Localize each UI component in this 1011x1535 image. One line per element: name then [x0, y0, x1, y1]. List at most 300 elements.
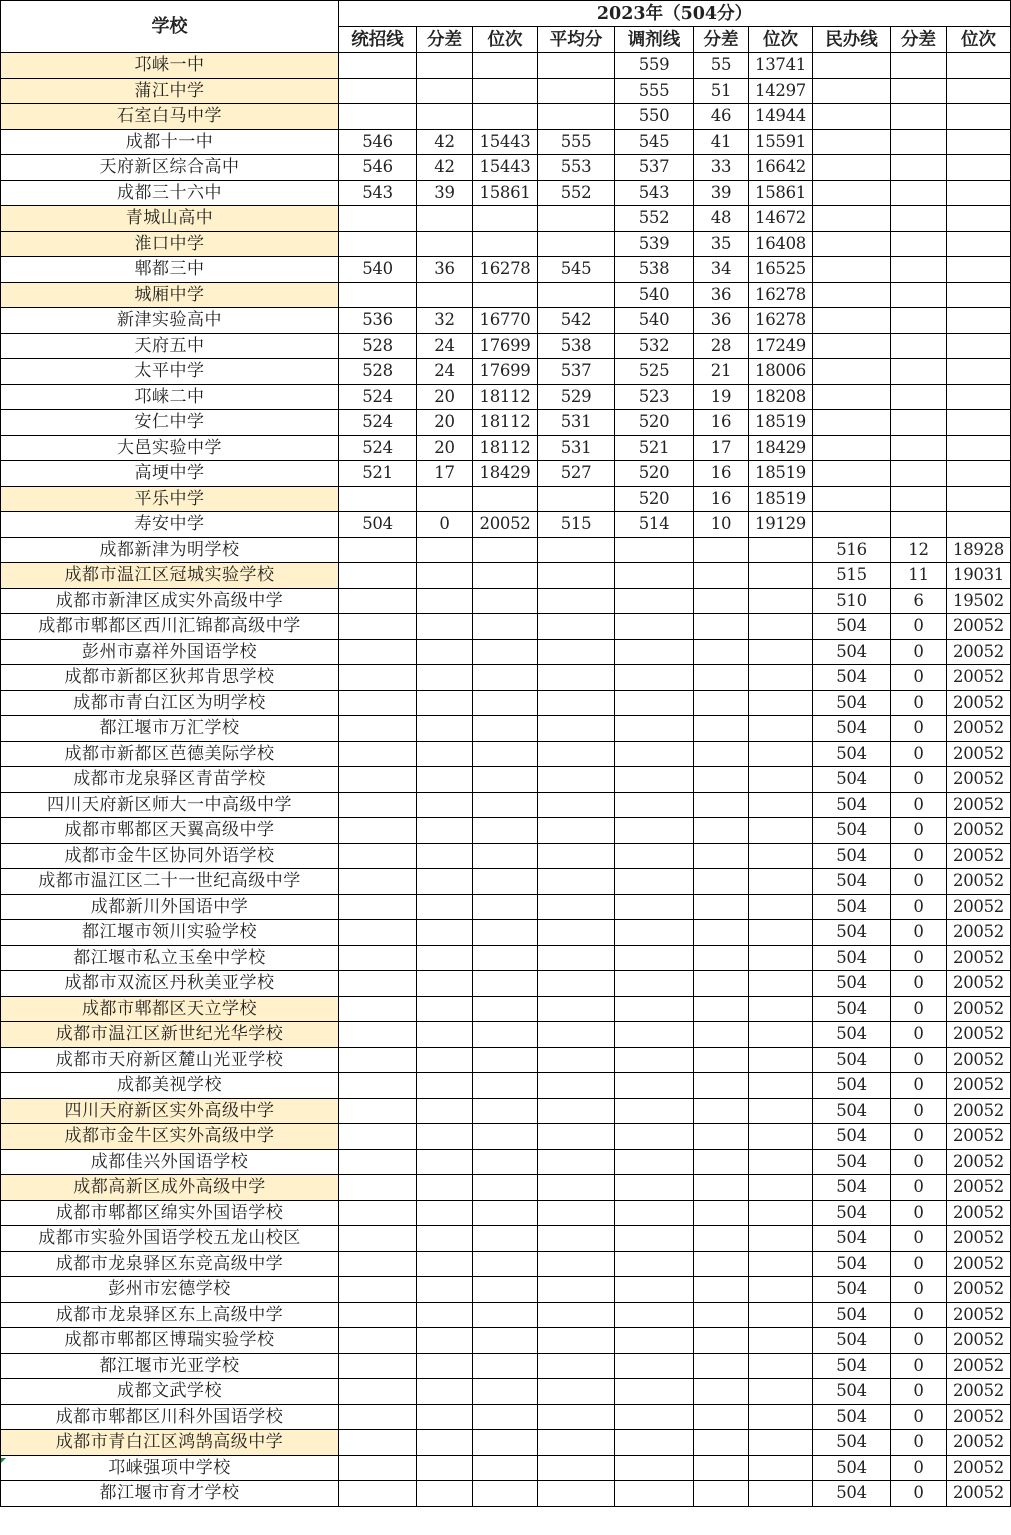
cell-rank[interactable]: [749, 996, 813, 1022]
cell-average-score[interactable]: [538, 1022, 615, 1048]
cell-score-diff[interactable]: [891, 359, 947, 385]
cell-minban-line[interactable]: [813, 435, 891, 461]
cell-tongzhao-line[interactable]: 524: [339, 410, 417, 436]
cell-rank[interactable]: [473, 716, 538, 742]
cell-minban-line[interactable]: 504: [813, 1098, 891, 1124]
cell-score-diff[interactable]: 24: [417, 333, 473, 359]
school-name-cell[interactable]: 平乐中学: [1, 486, 339, 512]
cell-average-score[interactable]: [538, 945, 615, 971]
cell-rank[interactable]: 20052: [947, 1277, 1011, 1303]
cell-score-diff[interactable]: [891, 435, 947, 461]
cell-score-diff[interactable]: [417, 1226, 473, 1252]
column-header-rank[interactable]: 位次: [947, 27, 1011, 53]
cell-tongzhao-line[interactable]: [339, 78, 417, 104]
cell-average-score[interactable]: [538, 639, 615, 665]
cell-tongzhao-line[interactable]: 504: [339, 512, 417, 538]
cell-score-diff[interactable]: 16: [694, 410, 749, 436]
cell-rank[interactable]: [749, 1226, 813, 1252]
cell-rank[interactable]: 20052: [947, 1200, 1011, 1226]
cell-rank[interactable]: 20052: [947, 869, 1011, 895]
cell-rank[interactable]: [473, 1149, 538, 1175]
school-name-cell[interactable]: 成都三十六中: [1, 180, 339, 206]
cell-score-diff[interactable]: 16: [694, 486, 749, 512]
cell-rank[interactable]: [749, 1379, 813, 1405]
cell-rank[interactable]: [473, 231, 538, 257]
cell-score-diff[interactable]: [694, 716, 749, 742]
cell-score-diff[interactable]: [417, 104, 473, 130]
cell-score-diff[interactable]: [417, 1379, 473, 1405]
cell-rank[interactable]: [749, 1175, 813, 1201]
cell-minban-line[interactable]: 515: [813, 563, 891, 589]
cell-score-diff[interactable]: 41: [694, 129, 749, 155]
cell-score-diff[interactable]: [417, 665, 473, 691]
cell-tiaoji-line[interactable]: 537: [615, 155, 694, 181]
cell-average-score[interactable]: 527: [538, 461, 615, 487]
cell-average-score[interactable]: 515: [538, 512, 615, 538]
cell-tiaoji-line[interactable]: [615, 614, 694, 640]
cell-rank[interactable]: [749, 767, 813, 793]
cell-score-diff[interactable]: 0: [891, 894, 947, 920]
cell-average-score[interactable]: [538, 1455, 615, 1481]
cell-minban-line[interactable]: [813, 308, 891, 334]
school-name-cell[interactable]: 邛崃二中: [1, 384, 339, 410]
cell-rank[interactable]: [749, 1073, 813, 1099]
cell-rank[interactable]: [749, 716, 813, 742]
cell-tongzhao-line[interactable]: [339, 588, 417, 614]
cell-score-diff[interactable]: [417, 1047, 473, 1073]
cell-minban-line[interactable]: 504: [813, 1226, 891, 1252]
cell-average-score[interactable]: [538, 1302, 615, 1328]
cell-rank[interactable]: 17249: [749, 333, 813, 359]
cell-tiaoji-line[interactable]: [615, 741, 694, 767]
cell-rank[interactable]: [749, 1047, 813, 1073]
cell-average-score[interactable]: [538, 792, 615, 818]
cell-minban-line[interactable]: [813, 410, 891, 436]
cell-score-diff[interactable]: [694, 1073, 749, 1099]
school-name-cell[interactable]: 都江堰市育才学校: [1, 1481, 339, 1507]
column-header-average-score[interactable]: 平均分: [538, 27, 615, 53]
cell-rank[interactable]: [947, 512, 1011, 538]
cell-rank[interactable]: [947, 359, 1011, 385]
cell-score-diff[interactable]: [417, 1124, 473, 1150]
school-name-cell[interactable]: 成都市新都区狄邦肯思学校: [1, 665, 339, 691]
cell-score-diff[interactable]: [417, 741, 473, 767]
cell-score-diff[interactable]: 0: [891, 920, 947, 946]
school-name-cell[interactable]: 成都市龙泉驿区东上高级中学: [1, 1302, 339, 1328]
cell-tiaoji-line[interactable]: [615, 1098, 694, 1124]
cell-rank[interactable]: [473, 920, 538, 946]
cell-rank[interactable]: 20052: [947, 1022, 1011, 1048]
cell-score-diff[interactable]: 0: [891, 1277, 947, 1303]
cell-tiaoji-line[interactable]: [615, 1353, 694, 1379]
cell-tiaoji-line[interactable]: [615, 639, 694, 665]
cell-tiaoji-line[interactable]: [615, 971, 694, 997]
cell-tongzhao-line[interactable]: 524: [339, 435, 417, 461]
year-group-header[interactable]: 2023年（504分）: [339, 1, 1011, 27]
cell-rank[interactable]: [947, 78, 1011, 104]
school-name-cell[interactable]: 四川天府新区师大一中高级中学: [1, 792, 339, 818]
cell-score-diff[interactable]: 0: [891, 1328, 947, 1354]
cell-score-diff[interactable]: [694, 767, 749, 793]
cell-minban-line[interactable]: 504: [813, 1022, 891, 1048]
cell-score-diff[interactable]: [694, 1277, 749, 1303]
cell-score-diff[interactable]: [417, 996, 473, 1022]
cell-rank[interactable]: 15443: [473, 129, 538, 155]
cell-rank[interactable]: [749, 1404, 813, 1430]
cell-average-score[interactable]: [538, 282, 615, 308]
school-name-cell[interactable]: 成都市龙泉驿区青苗学校: [1, 767, 339, 793]
cell-score-diff[interactable]: 17: [417, 461, 473, 487]
cell-tongzhao-line[interactable]: 540: [339, 257, 417, 283]
cell-rank[interactable]: [473, 563, 538, 589]
cell-rank[interactable]: 20052: [947, 1251, 1011, 1277]
cell-rank[interactable]: 18208: [749, 384, 813, 410]
cell-average-score[interactable]: [538, 104, 615, 130]
cell-average-score[interactable]: [538, 614, 615, 640]
cell-minban-line[interactable]: 504: [813, 945, 891, 971]
cell-average-score[interactable]: [538, 1175, 615, 1201]
cell-rank[interactable]: [749, 971, 813, 997]
cell-tongzhao-line[interactable]: [339, 1328, 417, 1354]
cell-score-diff[interactable]: [417, 486, 473, 512]
cell-rank[interactable]: [473, 282, 538, 308]
cell-rank[interactable]: [473, 996, 538, 1022]
cell-tiaoji-line[interactable]: [615, 1379, 694, 1405]
cell-rank[interactable]: 20052: [947, 716, 1011, 742]
cell-rank[interactable]: [473, 206, 538, 232]
cell-score-diff[interactable]: 0: [891, 1073, 947, 1099]
cell-rank[interactable]: [947, 384, 1011, 410]
cell-score-diff[interactable]: [417, 971, 473, 997]
cell-rank[interactable]: 20052: [947, 1379, 1011, 1405]
cell-rank[interactable]: [473, 1047, 538, 1073]
cell-rank[interactable]: 20052: [947, 1481, 1011, 1507]
column-header-minban-line[interactable]: 民办线: [813, 27, 891, 53]
cell-score-diff[interactable]: [417, 1430, 473, 1456]
cell-minban-line[interactable]: [813, 231, 891, 257]
cell-score-diff[interactable]: 35: [694, 231, 749, 257]
cell-minban-line[interactable]: 504: [813, 971, 891, 997]
cell-score-diff[interactable]: [694, 996, 749, 1022]
cell-rank[interactable]: 20052: [947, 971, 1011, 997]
cell-rank[interactable]: 20052: [947, 894, 1011, 920]
cell-tongzhao-line[interactable]: [339, 206, 417, 232]
cell-score-diff[interactable]: [694, 537, 749, 563]
cell-minban-line[interactable]: 504: [813, 1430, 891, 1456]
cell-score-diff[interactable]: 0: [891, 614, 947, 640]
cell-score-diff[interactable]: [694, 690, 749, 716]
school-name-cell[interactable]: 成都市郫都区天翼高级中学: [1, 818, 339, 844]
cell-average-score[interactable]: [538, 1200, 615, 1226]
cell-rank[interactable]: 16525: [749, 257, 813, 283]
cell-score-diff[interactable]: [417, 1175, 473, 1201]
cell-rank[interactable]: [473, 1251, 538, 1277]
cell-average-score[interactable]: [538, 78, 615, 104]
cell-rank[interactable]: 18429: [473, 461, 538, 487]
cell-minban-line[interactable]: 510: [813, 588, 891, 614]
cell-score-diff[interactable]: [417, 716, 473, 742]
school-name-cell[interactable]: 四川天府新区实外高级中学: [1, 1098, 339, 1124]
cell-tongzhao-line[interactable]: [339, 104, 417, 130]
cell-rank[interactable]: [473, 767, 538, 793]
cell-score-diff[interactable]: 46: [694, 104, 749, 130]
school-name-cell[interactable]: 太平中学: [1, 359, 339, 385]
cell-rank[interactable]: [473, 869, 538, 895]
cell-rank[interactable]: 20052: [947, 1149, 1011, 1175]
cell-minban-line[interactable]: 504: [813, 894, 891, 920]
cell-rank[interactable]: [473, 1175, 538, 1201]
cell-minban-line[interactable]: 504: [813, 1302, 891, 1328]
cell-score-diff[interactable]: [417, 1149, 473, 1175]
cell-rank[interactable]: 20052: [947, 996, 1011, 1022]
column-header-tongzhao-line[interactable]: 统招线: [339, 27, 417, 53]
school-name-cell[interactable]: 新津实验高中: [1, 308, 339, 334]
cell-tiaoji-line[interactable]: [615, 588, 694, 614]
cell-rank[interactable]: [473, 792, 538, 818]
cell-score-diff[interactable]: 42: [417, 155, 473, 181]
cell-rank[interactable]: [749, 1430, 813, 1456]
cell-rank[interactable]: [473, 104, 538, 130]
cell-rank[interactable]: 16770: [473, 308, 538, 334]
cell-rank[interactable]: 20052: [947, 1302, 1011, 1328]
cell-average-score[interactable]: [538, 231, 615, 257]
cell-tiaoji-line[interactable]: 520: [615, 486, 694, 512]
cell-rank[interactable]: [749, 1353, 813, 1379]
cell-rank[interactable]: 15443: [473, 155, 538, 181]
cell-rank[interactable]: 14672: [749, 206, 813, 232]
cell-score-diff[interactable]: [694, 1149, 749, 1175]
cell-minban-line[interactable]: 504: [813, 1379, 891, 1405]
cell-average-score[interactable]: 555: [538, 129, 615, 155]
cell-rank[interactable]: 20052: [947, 1455, 1011, 1481]
cell-score-diff[interactable]: 0: [891, 1098, 947, 1124]
cell-rank[interactable]: [947, 333, 1011, 359]
cell-score-diff[interactable]: 0: [891, 1379, 947, 1405]
cell-rank[interactable]: 20052: [947, 792, 1011, 818]
cell-score-diff[interactable]: [891, 486, 947, 512]
cell-rank[interactable]: [947, 257, 1011, 283]
cell-minban-line[interactable]: [813, 129, 891, 155]
cell-score-diff[interactable]: [694, 1302, 749, 1328]
cell-minban-line[interactable]: [813, 282, 891, 308]
cell-score-diff[interactable]: [417, 1073, 473, 1099]
cell-tiaoji-line[interactable]: 555: [615, 78, 694, 104]
cell-average-score[interactable]: [538, 1149, 615, 1175]
school-name-cell[interactable]: 天府五中: [1, 333, 339, 359]
cell-rank[interactable]: 20052: [947, 1047, 1011, 1073]
cell-tongzhao-line[interactable]: 528: [339, 333, 417, 359]
cell-tongzhao-line[interactable]: [339, 1200, 417, 1226]
cell-tiaoji-line[interactable]: [615, 1481, 694, 1507]
cell-score-diff[interactable]: [694, 1226, 749, 1252]
cell-tiaoji-line[interactable]: 538: [615, 257, 694, 283]
cell-score-diff[interactable]: [694, 1379, 749, 1405]
cell-average-score[interactable]: [538, 563, 615, 589]
cell-rank[interactable]: [473, 1226, 538, 1252]
cell-rank[interactable]: 16642: [749, 155, 813, 181]
cell-score-diff[interactable]: [417, 563, 473, 589]
cell-average-score[interactable]: [538, 741, 615, 767]
cell-rank[interactable]: [749, 920, 813, 946]
school-name-cell[interactable]: 都江堰市万汇学校: [1, 716, 339, 742]
cell-minban-line[interactable]: 504: [813, 1455, 891, 1481]
cell-tiaoji-line[interactable]: [615, 869, 694, 895]
cell-score-diff[interactable]: 20: [417, 410, 473, 436]
cell-rank[interactable]: [749, 843, 813, 869]
cell-score-diff[interactable]: [417, 78, 473, 104]
school-name-cell[interactable]: 都江堰市光亚学校: [1, 1353, 339, 1379]
cell-average-score[interactable]: 531: [538, 410, 615, 436]
cell-rank[interactable]: 13741: [749, 53, 813, 79]
cell-score-diff[interactable]: 0: [891, 1200, 947, 1226]
school-name-cell[interactable]: 成都市实验外国语学校五龙山校区: [1, 1226, 339, 1252]
cell-average-score[interactable]: 537: [538, 359, 615, 385]
school-name-cell[interactable]: 成都新津为明学校: [1, 537, 339, 563]
cell-rank[interactable]: [749, 537, 813, 563]
cell-score-diff[interactable]: 0: [891, 1149, 947, 1175]
cell-rank[interactable]: 15861: [473, 180, 538, 206]
cell-score-diff[interactable]: [417, 690, 473, 716]
cell-tongzhao-line[interactable]: [339, 665, 417, 691]
cell-rank[interactable]: [749, 690, 813, 716]
cell-rank[interactable]: 19129: [749, 512, 813, 538]
cell-score-diff[interactable]: [694, 588, 749, 614]
cell-rank[interactable]: 20052: [947, 1124, 1011, 1150]
cell-average-score[interactable]: [538, 894, 615, 920]
cell-tongzhao-line[interactable]: [339, 1379, 417, 1405]
cell-tongzhao-line[interactable]: [339, 869, 417, 895]
cell-score-diff[interactable]: [417, 894, 473, 920]
cell-rank[interactable]: [947, 435, 1011, 461]
cell-tiaoji-line[interactable]: 525: [615, 359, 694, 385]
school-name-cell[interactable]: 成都高新区成外高级中学: [1, 1175, 339, 1201]
cell-average-score[interactable]: [538, 869, 615, 895]
cell-score-diff[interactable]: [417, 1404, 473, 1430]
cell-score-diff[interactable]: 0: [891, 971, 947, 997]
cell-score-diff[interactable]: [417, 843, 473, 869]
cell-score-diff[interactable]: [417, 869, 473, 895]
cell-score-diff[interactable]: [694, 639, 749, 665]
cell-minban-line[interactable]: [813, 486, 891, 512]
cell-tongzhao-line[interactable]: [339, 639, 417, 665]
cell-rank[interactable]: 20052: [947, 690, 1011, 716]
cell-score-diff[interactable]: [891, 257, 947, 283]
school-name-cell[interactable]: 成都市双流区丹秋美亚学校: [1, 971, 339, 997]
cell-average-score[interactable]: [538, 818, 615, 844]
cell-rank[interactable]: [473, 639, 538, 665]
cell-score-diff[interactable]: [694, 869, 749, 895]
cell-score-diff[interactable]: 17: [694, 435, 749, 461]
cell-score-diff[interactable]: 42: [417, 129, 473, 155]
cell-tongzhao-line[interactable]: [339, 716, 417, 742]
cell-rank[interactable]: [473, 1200, 538, 1226]
cell-rank[interactable]: [947, 308, 1011, 334]
cell-score-diff[interactable]: [417, 945, 473, 971]
cell-rank[interactable]: [473, 614, 538, 640]
cell-rank[interactable]: 18928: [947, 537, 1011, 563]
school-name-cell[interactable]: 成都新川外国语中学: [1, 894, 339, 920]
cell-tiaoji-line[interactable]: [615, 1073, 694, 1099]
cell-rank[interactable]: 18006: [749, 359, 813, 385]
cell-rank[interactable]: 20052: [947, 1098, 1011, 1124]
cell-tiaoji-line[interactable]: 523: [615, 384, 694, 410]
cell-score-diff[interactable]: [891, 78, 947, 104]
cell-rank[interactable]: 20052: [947, 767, 1011, 793]
cell-tongzhao-line[interactable]: 528: [339, 359, 417, 385]
cell-tongzhao-line[interactable]: [339, 1430, 417, 1456]
cell-minban-line[interactable]: [813, 333, 891, 359]
cell-score-diff[interactable]: [891, 155, 947, 181]
school-name-cell[interactable]: 石室白马中学: [1, 104, 339, 130]
cell-score-diff[interactable]: [694, 1047, 749, 1073]
school-name-cell[interactable]: 彭州市嘉祥外国语学校: [1, 639, 339, 665]
cell-score-diff[interactable]: 10: [694, 512, 749, 538]
cell-score-diff[interactable]: [891, 282, 947, 308]
cell-minban-line[interactable]: 504: [813, 1353, 891, 1379]
cell-rank[interactable]: 18429: [749, 435, 813, 461]
column-header-score-diff[interactable]: 分差: [694, 27, 749, 53]
cell-score-diff[interactable]: 0: [891, 1404, 947, 1430]
cell-tiaoji-line[interactable]: [615, 1149, 694, 1175]
cell-score-diff[interactable]: 21: [694, 359, 749, 385]
cell-tiaoji-line[interactable]: [615, 1175, 694, 1201]
school-name-cell[interactable]: 成都市天府新区麓山光亚学校: [1, 1047, 339, 1073]
cell-score-diff[interactable]: [891, 206, 947, 232]
cell-minban-line[interactable]: [813, 104, 891, 130]
cell-score-diff[interactable]: [891, 333, 947, 359]
cell-score-diff[interactable]: [694, 1022, 749, 1048]
school-name-cell[interactable]: 邛崃强项中学校: [1, 1455, 339, 1481]
school-name-cell[interactable]: 成都佳兴外国语学校: [1, 1149, 339, 1175]
cell-rank[interactable]: [749, 894, 813, 920]
cell-rank[interactable]: 19031: [947, 563, 1011, 589]
cell-score-diff[interactable]: 0: [891, 869, 947, 895]
cell-tiaoji-line[interactable]: [615, 1124, 694, 1150]
cell-rank[interactable]: [473, 588, 538, 614]
cell-rank[interactable]: 20052: [947, 741, 1011, 767]
cell-rank[interactable]: 20052: [947, 614, 1011, 640]
cell-average-score[interactable]: [538, 1430, 615, 1456]
cell-tiaoji-line[interactable]: [615, 1047, 694, 1073]
cell-rank[interactable]: 19502: [947, 588, 1011, 614]
cell-rank[interactable]: [473, 1073, 538, 1099]
cell-tiaoji-line[interactable]: [615, 1328, 694, 1354]
school-name-cell[interactable]: 淮口中学: [1, 231, 339, 257]
cell-score-diff[interactable]: [694, 792, 749, 818]
cell-tiaoji-line[interactable]: [615, 1302, 694, 1328]
cell-rank[interactable]: [473, 971, 538, 997]
cell-score-diff[interactable]: 16: [694, 461, 749, 487]
cell-rank[interactable]: [749, 1481, 813, 1507]
cell-average-score[interactable]: [538, 1047, 615, 1073]
cell-average-score[interactable]: 552: [538, 180, 615, 206]
school-name-cell[interactable]: 成都市温江区二十一世纪高级中学: [1, 869, 339, 895]
cell-rank[interactable]: [947, 410, 1011, 436]
cell-rank[interactable]: [473, 1379, 538, 1405]
cell-tiaoji-line[interactable]: 550: [615, 104, 694, 130]
cell-rank[interactable]: 16408: [749, 231, 813, 257]
school-name-cell[interactable]: 彭州市宏德学校: [1, 1277, 339, 1303]
cell-tiaoji-line[interactable]: [615, 690, 694, 716]
school-name-cell[interactable]: 成都市郫都区川科外国语学校: [1, 1404, 339, 1430]
cell-score-diff[interactable]: 0: [891, 1251, 947, 1277]
cell-score-diff[interactable]: 0: [891, 639, 947, 665]
cell-tiaoji-line[interactable]: [615, 1251, 694, 1277]
cell-rank[interactable]: 20052: [947, 1073, 1011, 1099]
cell-average-score[interactable]: [538, 1226, 615, 1252]
school-name-cell[interactable]: 寿安中学: [1, 512, 339, 538]
cell-score-diff[interactable]: [891, 180, 947, 206]
